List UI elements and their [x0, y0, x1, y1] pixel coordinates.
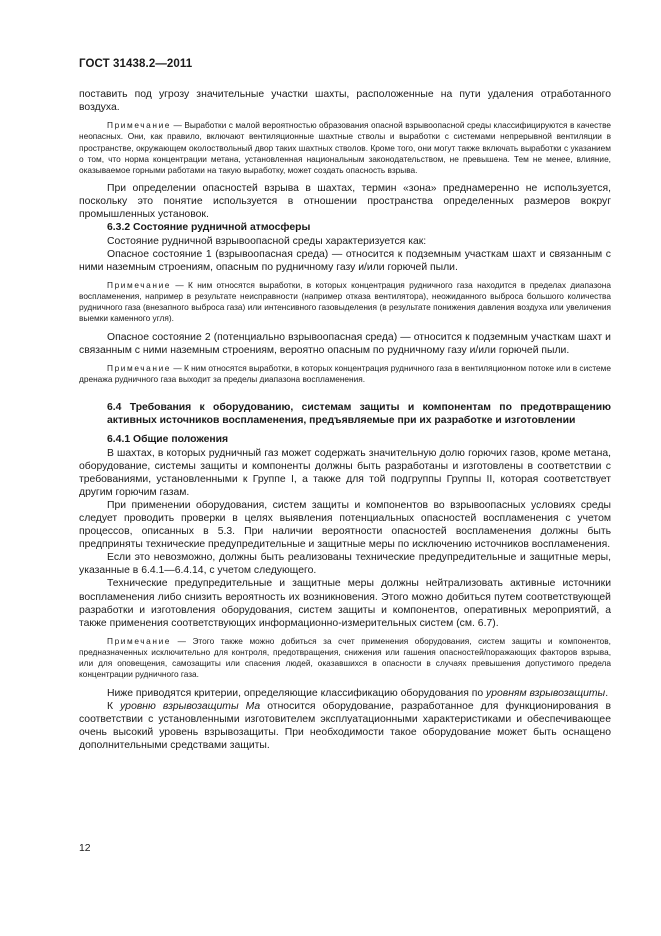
italic-term: уровню взрывозащиты Ма	[120, 700, 261, 712]
page-number: 12	[79, 843, 91, 854]
paragraph: поставить под угрозу значительные участки шахты, расположенные на пути удаления отработанного воздуха.	[79, 89, 611, 114]
note	[79, 363, 611, 385]
note-text: — Этого также можно добиться за счет применения оборудования, систем защиты и компонентов, предназначенных исключительно для контроля, предотвращения, снижения или гашения опасностей/поражающих факторов взрыва, или для оповещения, самозащиты или спасения людей, оказавшихся в опасности в случаях превышения допустимого предела концентрации рудничного газа.	[79, 635, 611, 680]
note	[79, 120, 611, 176]
italic-term: уровням взрывозащиты	[486, 687, 606, 699]
paragraph: Если это невозможно, должны быть реализованы технические предупредительные и защитные меры, указанные в 6.4.1—6.4.14, с учетом следующего.	[79, 552, 611, 577]
note-label: Примечание	[107, 279, 172, 290]
paragraph: Опасное состояние 2 (потенциально взрывоопасная среда) — относится к подземным участкам шахт и связанным с ними наземным строениям, вероятно опасным по рудничному газу и/или горючей пыли.	[79, 331, 611, 356]
note-label: Примечание	[107, 362, 172, 373]
note-label: Примечание	[107, 120, 172, 131]
section-heading-6-3-2: 6.3.2 Состояние рудничной атмосферы	[107, 222, 311, 234]
text-run: К	[107, 700, 121, 712]
paragraph	[79, 700, 611, 752]
note	[79, 636, 611, 681]
note-text: — Выработки с малой вероятностью образования опасной взрывоопасной среды классифицируются в качестве неопасных. Они, как правило, включают вентиляционные шахтные стволы и выработки с системами непрерывной вентиляции в пространстве, окружающем околоствольный двор таких шахтных стволов. Кроме того, они могут также включать выработки с указанием о том, что норма концентрации метана, установленная национальным законодательством, не превышена. Тем не менее, влияние, оказываемое горными работами на такую выработку, может создать опасность взрыва.	[79, 120, 611, 175]
section-heading-6-4-1: 6.4.1 Общие положения	[107, 434, 229, 446]
page-body	[79, 88, 611, 752]
paragraph: При определении опасностей взрыва в шахтах, термин «зона» преднамеренно не используется, поскольку это понятие используется в отношении пространства определенных размеров вокруг промышленных установок.	[79, 183, 611, 221]
paragraph	[79, 687, 611, 700]
paragraph: При применении оборудования, систем защиты и компонентов во взрывоопасных условиях среды следует проводить проверки в целях выявления потенциальных опасностей воспламенения с учетом процессов, описанных в 5.3. При наличии вероятности опасностей воспламенения должны быть предприняты технические предупредительные и защитные меры по исключению источников воспламенения.	[79, 499, 611, 551]
section-heading-6-4: 6.4 Требования к оборудованию, системам защиты и компонентам по предотвращению активных источников воспламенения, предъявляемые при их разработке и изготовлении	[107, 402, 611, 427]
paragraph: Опасное состояние 1 (взрывоопасная среда) — относится к подземным участкам шахт и связанным с ними наземным строениям, опасным по рудничному газу и/или горючей пыли.	[79, 248, 611, 273]
text-run: Ниже приводятся критерии, определяющие классификацию оборудования по	[107, 687, 487, 699]
document-header: ГОСТ 31438.2—2011	[79, 58, 193, 70]
paragraph: В шахтах, в которых рудничный газ может содержать значительную долю горючих газов, кроме метана, оборудование, системы защиты и компоненты должны быть разработаны и изготовлены в соответствии с требованиями, установленными к Группе I, а также для той подгруппы Группы II, которая соответствует другим горючим газам.	[79, 447, 611, 498]
text-run: относится оборудование, разработанное для функционирования в соответствии с установленными изготовителем эксплуатационными характеристиками и обеспечивающее очень высокий уровень взрывозащиты. При необходимости такое оборудование может быть оснащено дополнительными средствами защиты.	[79, 700, 611, 752]
paragraph: Технические предупредительные и защитные меры должны нейтрализовать активные источники воспламенения либо снизить вероятность их возникновения. Этого можно добиться путем соответствующей разработки и изготовления оборудования, систем защиты и компонентов, оперативных мероприятий, а также применения соответствующих информационно-измерительных систем (см. 6.7).	[79, 578, 611, 629]
note-text: — К ним относятся выработки, в которых концентрация рудничного газа в вентиляционном потоке или в системе дренажа рудничного газа выходит за пределы диапазона воспламенения.	[79, 362, 611, 385]
note-label: Примечание	[107, 635, 172, 646]
text-run: .	[605, 687, 609, 699]
paragraph: Состояние рудничной взрывоопасной среды характеризуется как:	[107, 235, 427, 247]
note	[79, 280, 611, 325]
note-text: — К ним относятся выработки, в которых концентрация рудничного газа находится в пределах диапазона воспламенения, например в результате неисправности (например отказа вентилятора), неожиданного выброса большого количества рудничного газа (внезапного выброса газа) или интенсивного газовыделения (в результате понижения давления воздуха или увеличения выемки каменного угля).	[79, 279, 611, 324]
